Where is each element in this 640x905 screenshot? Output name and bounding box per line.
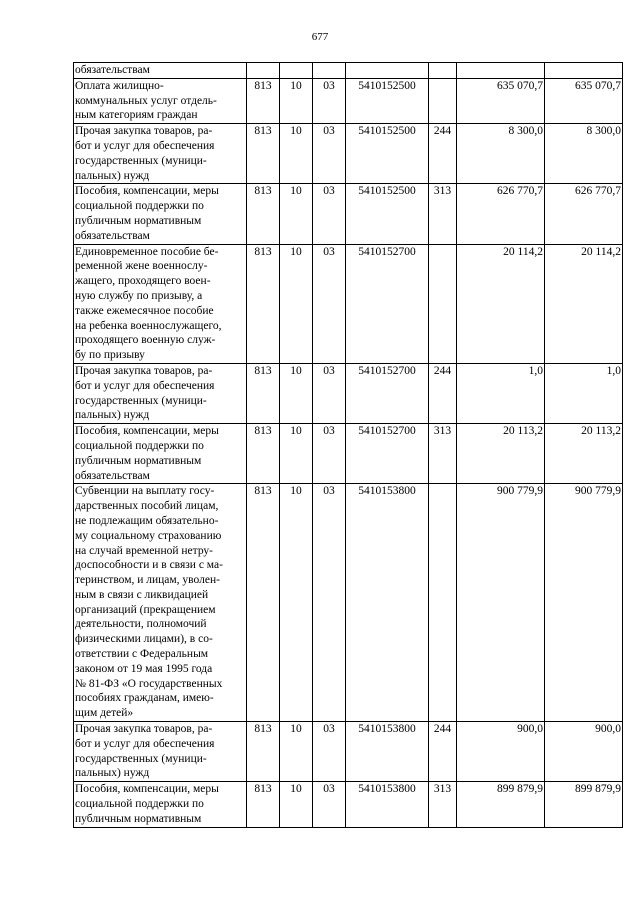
amount-budget: 635 070,7 [545, 78, 623, 123]
amount-budget: 1,0 [545, 363, 623, 423]
department-code: 813 [247, 244, 280, 363]
expense-type-code: 244 [429, 722, 457, 782]
table-row [74, 484, 623, 722]
table-row [74, 363, 623, 423]
expense-type-code: 244 [429, 363, 457, 423]
line-item-name: Субвенции на выплату госу- дарственных пособий лицам, не подлежащим обязательно- му социальному страхованию на случай временной нетру- доспособности и в связи с ма- теринством, и лицам, уволен- ным в связи с ликвидацией организаций (прекращением деятельности, полномочий физическими лицами), в со- ответствии с Федеральным законом от 19 мая 1995 года № 81-ФЗ «О государственных пособиях гражданам, имею- щим детей» [74, 484, 247, 722]
subsection-code: 03 [313, 78, 346, 123]
budget-table [73, 62, 623, 828]
target-article-code: 5410153800 [346, 782, 429, 827]
department-code: 813 [247, 722, 280, 782]
table-row [74, 424, 623, 484]
expense-type-code [429, 63, 457, 79]
amount-total: 20 113,2 [457, 424, 545, 484]
department-code: 813 [247, 484, 280, 722]
table-row [74, 184, 623, 244]
subsection-code: 03 [313, 363, 346, 423]
expense-type-code: 244 [429, 124, 457, 184]
expense-type-code: 313 [429, 184, 457, 244]
department-code: 813 [247, 124, 280, 184]
amount-total: 900 779,9 [457, 484, 545, 722]
section-code: 10 [280, 722, 313, 782]
section-code: 10 [280, 124, 313, 184]
department-code: 813 [247, 78, 280, 123]
section-code: 10 [280, 484, 313, 722]
amount-budget: 626 770,7 [545, 184, 623, 244]
line-item-name: Прочая закупка товаров, ра- бот и услуг для обеспечения государственных (муници- пальных) нужд [74, 124, 247, 184]
amount-budget: 899 879,9 [545, 782, 623, 827]
line-item-name: Пособия, компенсации, меры социальной поддержки по публичным нормативным обязательствам [74, 184, 247, 244]
table-row [74, 722, 623, 782]
table-row [74, 244, 623, 363]
amount-budget: 20 113,2 [545, 424, 623, 484]
line-item-name: Единовременное пособие бе- ременной жене военнослу- жащего, проходящего воен- ную службу по призыву, а также ежемесячное пособие на ребенка военнослужащего, проходящего военную служ- бу по призыву [74, 244, 247, 363]
subsection-code: 03 [313, 722, 346, 782]
section-code: 10 [280, 244, 313, 363]
section-code: 10 [280, 78, 313, 123]
target-article-code: 5410153800 [346, 484, 429, 722]
amount-total: 1,0 [457, 363, 545, 423]
target-article-code [346, 63, 429, 79]
target-article-code: 5410153800 [346, 722, 429, 782]
subsection-code: 03 [313, 244, 346, 363]
subsection-code: 03 [313, 124, 346, 184]
amount-budget: 20 114,2 [545, 244, 623, 363]
line-item-name: обязательствам [74, 63, 247, 79]
amount-budget: 900 779,9 [545, 484, 623, 722]
subsection-code: 03 [313, 184, 346, 244]
line-item-name: Прочая закупка товаров, ра- бот и услуг для обеспечения государственных (муници- пальных) нужд [74, 722, 247, 782]
amount-total: 900,0 [457, 722, 545, 782]
line-item-name: Пособия, компенсации, меры социальной поддержки по публичным нормативным [74, 782, 247, 827]
amount-total: 8 300,0 [457, 124, 545, 184]
expense-type-code: 313 [429, 424, 457, 484]
line-item-name: Пособия, компенсации, меры социальной поддержки по публичным нормативным обязательствам [74, 424, 247, 484]
target-article-code: 5410152500 [346, 78, 429, 123]
amount-total: 626 770,7 [457, 184, 545, 244]
target-article-code: 5410152500 [346, 184, 429, 244]
page-number: 677 [311, 31, 329, 43]
subsection-code: 03 [313, 484, 346, 722]
target-article-code: 5410152700 [346, 244, 429, 363]
table-row [74, 78, 623, 123]
department-code: 813 [247, 363, 280, 423]
expense-type-code [429, 484, 457, 722]
budget-table-body [74, 63, 623, 828]
department-code: 813 [247, 184, 280, 244]
expense-type-code [429, 244, 457, 363]
line-item-name: Оплата жилищно- коммунальных услуг отдель- ным категориям граждан [74, 78, 247, 123]
table-row [74, 782, 623, 827]
department-code [247, 63, 280, 79]
section-code [280, 63, 313, 79]
subsection-code: 03 [313, 782, 346, 827]
section-code: 10 [280, 184, 313, 244]
target-article-code: 5410152500 [346, 124, 429, 184]
amount-total: 899 879,9 [457, 782, 545, 827]
subsection-code [313, 63, 346, 79]
amount-total: 635 070,7 [457, 78, 545, 123]
department-code: 813 [247, 424, 280, 484]
section-code: 10 [280, 782, 313, 827]
subsection-code: 03 [313, 424, 346, 484]
table-row [74, 63, 623, 79]
expense-type-code [429, 78, 457, 123]
expense-type-code: 313 [429, 782, 457, 827]
target-article-code: 5410152700 [346, 363, 429, 423]
amount-total [457, 63, 545, 79]
amount-budget [545, 63, 623, 79]
section-code: 10 [280, 363, 313, 423]
section-code: 10 [280, 424, 313, 484]
table-row [74, 124, 623, 184]
amount-budget: 900,0 [545, 722, 623, 782]
target-article-code: 5410152700 [346, 424, 429, 484]
department-code: 813 [247, 782, 280, 827]
amount-budget: 8 300,0 [545, 124, 623, 184]
amount-total: 20 114,2 [457, 244, 545, 363]
line-item-name: Прочая закупка товаров, ра- бот и услуг для обеспечения государственных (муници- пальных) нужд [74, 363, 247, 423]
